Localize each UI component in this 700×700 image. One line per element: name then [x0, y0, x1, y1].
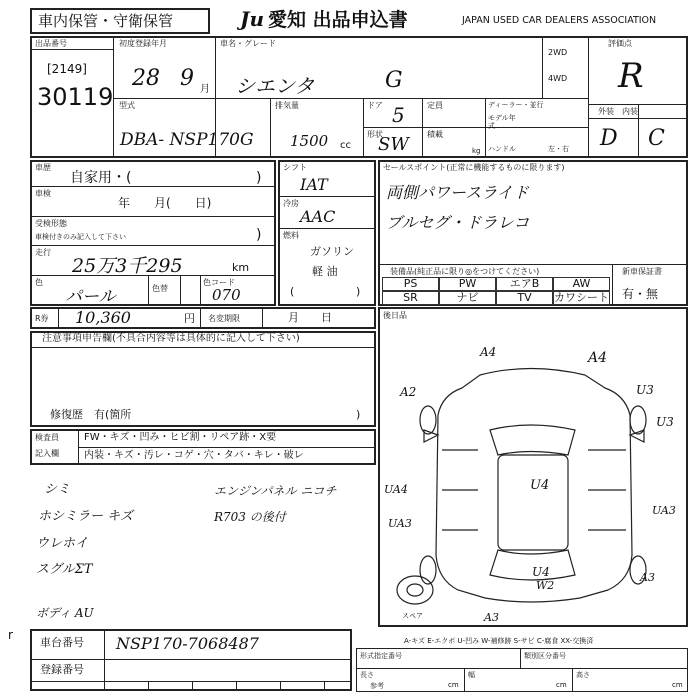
color-change-label: 色替 [152, 284, 168, 293]
kg-unit: kg [472, 147, 481, 155]
reg-no-label: 登録番号 [40, 663, 84, 676]
sales-point-label: セールスポイント(正常に機能するものに限ります) [383, 163, 565, 172]
equip-item: PW [439, 277, 496, 291]
wd4-label: 4WD [548, 74, 568, 83]
model-year-label: モデル年式 [488, 114, 516, 130]
dealer-label: ディーラー・並行 [488, 101, 544, 109]
repair-history-label: 修復歴 有(箇所 [50, 408, 132, 421]
fuel-label: 燃料 [283, 231, 299, 240]
displacement-value: 1500 [290, 132, 329, 150]
damage-u3-2: U3 [656, 415, 674, 429]
equip-item: SR [382, 291, 439, 305]
color-code-label: 色コード [203, 278, 235, 287]
damage-a3-2: A3 [484, 611, 499, 624]
shaken-label: 車検 [35, 189, 51, 198]
model-name: シエンタ [235, 74, 315, 98]
damage-u4-2: U4 [532, 565, 550, 579]
damage-u4-1: U4 [530, 478, 550, 493]
shape-label: 形状 [367, 130, 383, 139]
aircon-value: AAC [300, 207, 336, 226]
cc-unit: cc [340, 140, 351, 151]
post-equip-label: 後日品 [383, 311, 407, 320]
transfer-label: 受検形態 [35, 219, 67, 228]
eval-score-label: 評価点 [608, 39, 632, 48]
r-ken-label: R券 [35, 314, 49, 323]
name-change-label: 名変期限 [208, 314, 240, 323]
sales-line-2: ブルセグ・ドラレコ [386, 213, 530, 232]
note-4: スグルΣT [36, 562, 93, 577]
int-grade: C [648, 126, 665, 151]
first-reg-label: 初度登録年月 [119, 39, 167, 48]
note-1: シミ [44, 482, 71, 497]
damage-legend: A-キズ E-エクボ U-凹み W-補修跡 S-サビ C-腐食 XX-交換済 [404, 637, 594, 645]
damage-ua3-1: UA3 [388, 517, 412, 530]
capacity-label: 定員 [427, 101, 443, 110]
shape-value: SW [378, 134, 409, 155]
equip-item: PS [382, 277, 439, 291]
storage-label: 車内保管・守衛保管 [38, 12, 174, 30]
warranty-options: 有・無 [622, 287, 659, 301]
doors-label: ドア [367, 101, 383, 110]
aircon-label: 冷房 [283, 199, 299, 208]
yen-unit: 円 [184, 312, 195, 325]
inspector-row-2: 内装・キズ・汚レ・コゲ・穴・タバ・キレ・破レ [84, 450, 304, 461]
equip-item: カワシート [554, 291, 609, 304]
model-code: DBA- NSP170G [120, 130, 254, 150]
width-label: 幅 [468, 671, 475, 679]
damage-a2: A2 [400, 385, 417, 399]
reg-year: 28 [132, 66, 160, 91]
equip-item: エアB [496, 277, 553, 291]
inspector-label: 検査員 [35, 433, 59, 442]
sales-line-1: 両側パワースライド [386, 183, 529, 202]
handle-lr: 左・右 [548, 145, 569, 153]
bottom-mark: r [8, 628, 13, 642]
color-code-value: 070 [212, 286, 241, 304]
ext-grade: D [600, 126, 618, 151]
length-unit: cm [448, 681, 459, 689]
eval-score: R [618, 56, 644, 96]
lot-number: 30119 [37, 83, 114, 111]
load-label: 積載 [427, 130, 443, 139]
lot-no-label: 出品番号 [35, 39, 67, 48]
fuel-paren-close: ) [356, 285, 361, 298]
equipment-grid [382, 277, 610, 305]
damage-a4-2: A4 [588, 350, 608, 366]
equip-item: AW [553, 277, 610, 291]
handle-label: ハンドル [488, 145, 516, 153]
repair-paren-close: ) [356, 408, 361, 421]
fuel-paren-open: ( [290, 285, 295, 298]
fuel-gasoline: ガソリン [310, 245, 354, 258]
reg-month-unit: 月 [200, 84, 210, 95]
km-unit: km [232, 261, 250, 274]
reg-month: 9 [180, 66, 194, 91]
remarks-label: 参考 [370, 682, 384, 690]
history-label: 車歴 [35, 163, 51, 172]
length-label: 長さ [360, 671, 374, 679]
ext-int-label: 外装 内装 [598, 107, 638, 116]
height-label: 高さ [576, 671, 590, 679]
name-change-date: 月 日 [288, 311, 332, 324]
model-grade-label: 車名・グレード [220, 39, 276, 48]
damage-u3-1: U3 [636, 383, 654, 397]
new-warranty-label: 新車保証書 [622, 267, 662, 276]
damage-ua3-2: UA3 [652, 504, 676, 517]
note-6: R703 の後付 [214, 510, 286, 524]
chassis-value: NSP170-7068487 [116, 634, 259, 653]
equipment-label: 装備品(純正品に限り◎をつけてください) [390, 267, 540, 276]
grade: G [385, 68, 403, 93]
note-2: ホシミラー キズ [38, 509, 133, 524]
doors-value: 5 [392, 103, 405, 127]
note-3: ウレホイ [36, 536, 89, 551]
r-ken-value: 10,360 [75, 308, 131, 327]
color-value: パール [65, 287, 116, 307]
shaken-date: 年 月( 日) [118, 196, 212, 210]
category-no-label: 類別区分番号 [524, 652, 566, 660]
damage-ua4: UA4 [384, 483, 408, 496]
damage-w2: W2 [536, 579, 555, 592]
inspector-row-1: FW・キズ・凹み・ヒビ割・リペア跡・X要 [84, 432, 277, 443]
transfer-note: 車検付きのみ記入して下さい [35, 233, 126, 241]
damage-a4-1: A4 [480, 345, 497, 359]
mileage-label: 走行 [35, 248, 51, 257]
shift-value: IAT [300, 175, 328, 194]
type-designation-label: 形式指定番号 [360, 652, 402, 660]
note-7: ボディ AU [36, 606, 94, 620]
history-paren-close: ) [256, 170, 262, 186]
spare-label: スペア [402, 612, 423, 620]
entry-label: 記入欄 [35, 449, 59, 458]
spec-block [356, 648, 688, 692]
lot-bracket: [2149] [47, 62, 87, 76]
wd2-label: 2WD [548, 48, 568, 57]
fuel-diesel: 軽 油 [312, 265, 338, 278]
form-title: 愛知 出品申込書 [268, 9, 408, 31]
width-unit: cm [556, 681, 567, 689]
displacement-label: 排気量 [275, 101, 299, 110]
private-use: 自家用・( [70, 170, 132, 186]
notes-label: 注意事項申告欄(不具合内容等は具体的に記入して下さい) [42, 333, 300, 344]
damage-a3-1: A3 [640, 571, 655, 584]
note-5: エンジンパネル ニコチ [214, 484, 337, 498]
type-label: 型式 [119, 101, 135, 110]
height-unit: cm [672, 681, 683, 689]
equip-item: ナビ [439, 291, 496, 305]
color-label: 色 [35, 278, 43, 287]
chassis-no-label: 車台番号 [40, 636, 84, 649]
ju-logo: Ju [240, 7, 265, 31]
shift-label: シフト [283, 163, 307, 172]
transfer-paren-close: ) [256, 227, 262, 243]
equip-item: TV [496, 291, 553, 305]
association-name: JAPAN USED CAR DEALERS ASSOCIATION [462, 15, 657, 26]
mileage-value: 25万3千295 [72, 255, 183, 277]
